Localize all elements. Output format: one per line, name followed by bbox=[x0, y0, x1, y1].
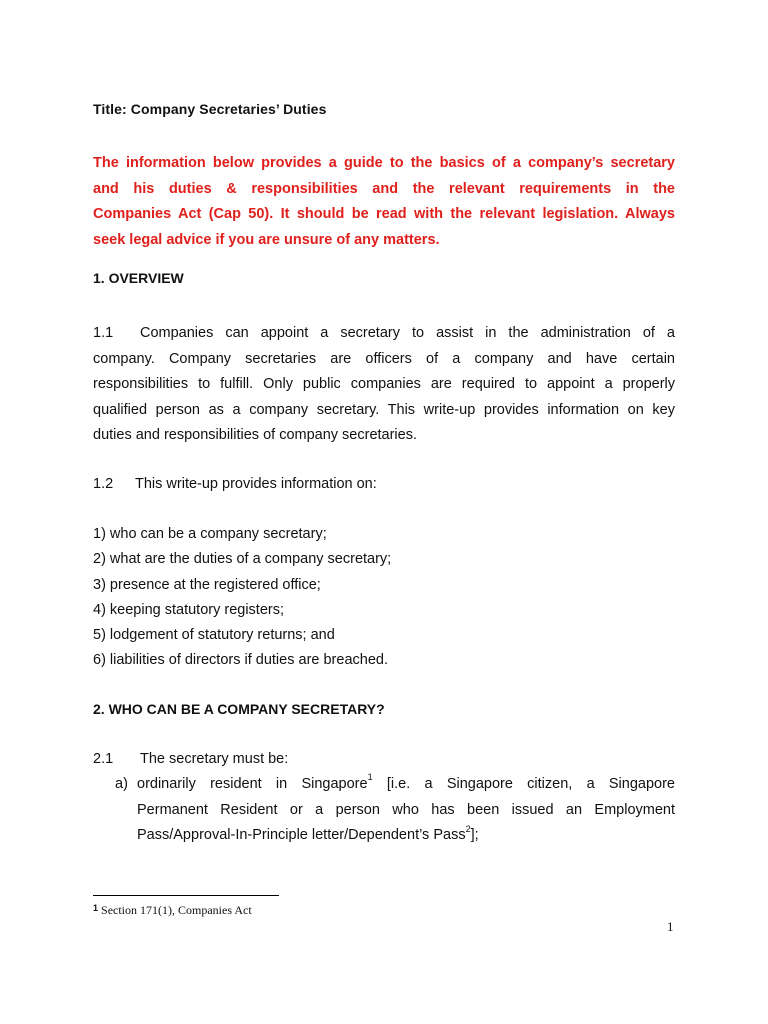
paragraph-line: company. Company secretaries are officers of a company and have certain bbox=[93, 350, 675, 367]
paragraph-number: 1.2 bbox=[93, 476, 114, 492]
overview-list bbox=[93, 522, 391, 674]
paragraph-text: The secretary must be: bbox=[140, 751, 289, 767]
footnote-reference[interactable]: 1 bbox=[367, 772, 373, 783]
list-item: 3) presence at the registered office; bbox=[93, 576, 321, 593]
paragraph-line: responsibilities to fulfill. Only public companies are required to appoint a properly bbox=[93, 376, 675, 392]
item-line: ordinarily resident in Singapore bbox=[137, 776, 368, 792]
paragraph-line: Companies can appoint a secretary to assist in the administration of a bbox=[140, 325, 675, 341]
paragraph-text: This write-up provides information on: bbox=[135, 476, 377, 492]
list-item: 6) liabilities of directors if duties are breached. bbox=[93, 652, 388, 669]
paragraph-line: duties and responsibilities of company secretaries. bbox=[93, 427, 417, 443]
paragraph-1-2 bbox=[93, 472, 675, 498]
footnote bbox=[93, 903, 252, 918]
item-label: a) bbox=[115, 776, 128, 792]
item-line: ]; bbox=[470, 827, 479, 844]
footnote-divider bbox=[93, 895, 279, 896]
list-item: 5) lodgement of statutory returns; and bbox=[93, 627, 335, 644]
footnote-mark: 1 bbox=[93, 903, 99, 913]
footnote-reference[interactable]: 2 bbox=[465, 823, 471, 834]
item-line: [i.e. a Singapore citizen, a Singapore bbox=[372, 776, 675, 792]
intro-line: Companies Act (Cap 50). It should be read with the relevant legislation. Always bbox=[93, 206, 675, 223]
paragraph-number: 2.1 bbox=[93, 751, 114, 767]
requirement-item-a bbox=[115, 772, 675, 849]
section-heading-who-can-be: 2. WHO CAN BE A COMPANY SECRETARY? bbox=[93, 701, 385, 717]
list-item: 4) keeping statutory registers; bbox=[93, 601, 285, 618]
section-heading-overview: 1. OVERVIEW bbox=[93, 270, 184, 286]
list-item: 1) who can be a company secretary; bbox=[93, 526, 327, 542]
document-title: Title: Company Secretaries’ Duties bbox=[93, 101, 327, 117]
paragraph-number: 1.1 bbox=[93, 325, 114, 341]
item-line: Permanent Resident or a person who has been issued an Employment bbox=[137, 801, 675, 818]
footnote-text: Section 171(1), Companies Act bbox=[101, 903, 252, 917]
list-item: 2) what are the duties of a company secretary; bbox=[93, 551, 392, 568]
intro-notice bbox=[93, 151, 675, 254]
intro-line: seek legal advice if you are unsure of any matters. bbox=[93, 232, 440, 249]
paragraph-1-1 bbox=[93, 321, 675, 449]
page-number: 1 bbox=[667, 919, 674, 934]
paragraph-line: qualified person as a company secretary. This write-up provides information on key bbox=[93, 401, 675, 418]
item-line: Pass/Approval-In-Principle letter/Dependent’s Pass bbox=[137, 827, 466, 844]
intro-line: and his duties & responsibilities and the relevant requirements in the bbox=[93, 180, 675, 197]
intro-line: The information below provides a guide to the basics of a company’s secretary bbox=[93, 155, 675, 171]
paragraph-2-1 bbox=[93, 747, 675, 773]
